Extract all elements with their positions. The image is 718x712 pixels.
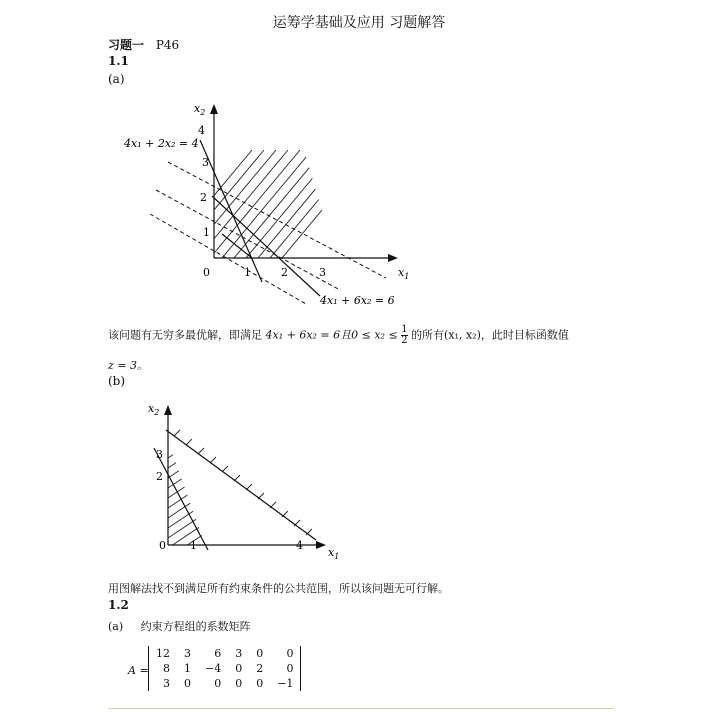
answer-a-text-after: 的所有(x₁, x₂)，此时目标函数值 xyxy=(411,328,569,342)
graph-a-y-label: $x_2$ xyxy=(194,102,206,117)
graph-b-hatch-diagonal xyxy=(174,430,312,535)
graph-a-y-arrow xyxy=(210,104,218,114)
graph-a-objective-1 xyxy=(168,162,386,278)
part-a2-label: (a) xyxy=(108,620,124,633)
answer-b-text: 用图解法找不到满足所有约束条件的公共范围，所以该问题无可行解。 xyxy=(108,582,449,595)
graph-a-x-label: $x_1$ xyxy=(398,266,410,281)
answer-a-line xyxy=(108,325,628,346)
graph-a-ytick-2: 2 xyxy=(200,191,207,204)
graph-b-y-arrow xyxy=(164,405,172,415)
graph-a-ytick-1: 1 xyxy=(203,226,210,239)
matrix-row: 12 3 6 3 0 0 xyxy=(156,647,294,660)
graph-b-ytick-3: 3 xyxy=(156,448,163,461)
document-title: 运筹学基础及应用 习题解答 xyxy=(272,15,446,31)
graph-b-ytick-2: 2 xyxy=(156,470,163,483)
part-a2-text: 约束方程组的系数矩阵 xyxy=(140,620,251,633)
graph-a-line2-label: 4x₁ + 6x₂ = 6 xyxy=(320,294,395,307)
exercise-header-label: 习题一 xyxy=(108,38,145,52)
graph-a-xtick-2: 2 xyxy=(281,266,288,279)
graph-b-x-arrow xyxy=(316,541,326,549)
part-a-label: (a) xyxy=(108,72,125,86)
graph-a-ytick-4: 4 xyxy=(198,124,205,137)
answer-a-text-before: 该问题有无穷多最优解，即满足 xyxy=(108,328,262,342)
graph-a-ytick-3: 3 xyxy=(202,156,209,169)
graph-b-xtick-1: 1 xyxy=(190,539,197,552)
graph-b-line2 xyxy=(166,430,316,540)
answer-a-equation: 4x₁ + 6x₂ = 6且0 ≤ x₂ ≤ xyxy=(265,328,398,342)
graph-a-xtick-3: 3 xyxy=(319,266,326,279)
problem-1-1-heading: 1.1 xyxy=(108,54,129,68)
graph-a-xtick-0: 0 xyxy=(203,266,210,279)
matrix-row: 3 0 0 0 0 −1 xyxy=(163,677,294,690)
footer-rule xyxy=(108,708,614,709)
graph-a-objective-3 xyxy=(150,214,306,304)
exercise-header-page: P46 xyxy=(155,38,180,52)
graph-a-line1-label: 4x₁ + 2x₂ = 4 xyxy=(124,137,199,150)
fraction-denominator: 2 xyxy=(401,335,408,346)
matrix-table xyxy=(148,646,301,691)
problem-1-2-heading: 1.2 xyxy=(108,598,129,612)
part-b-label: (b) xyxy=(108,374,126,388)
part-a2-line xyxy=(108,618,251,634)
graph-b-xtick-4: 4 xyxy=(296,539,303,552)
graph-b-line1 xyxy=(154,448,208,550)
matrix-label: A = xyxy=(128,664,149,677)
graph-b-y-label: $x_2$ xyxy=(148,402,160,417)
graph-b-xtick-0: 0 xyxy=(159,539,166,552)
fraction-numerator: 1 xyxy=(401,324,408,335)
answer-a-z-value: z = 3。 xyxy=(108,359,149,372)
answer-a-fraction xyxy=(401,325,407,346)
coefficient-matrix xyxy=(128,646,301,691)
graph-a-x-arrow xyxy=(388,254,398,262)
matrix-row: 8 1 −4 0 2 0 xyxy=(163,662,294,675)
graph-a-xtick-1: 1 xyxy=(244,266,251,279)
graph-b-x-label: $x_1$ xyxy=(328,546,340,561)
